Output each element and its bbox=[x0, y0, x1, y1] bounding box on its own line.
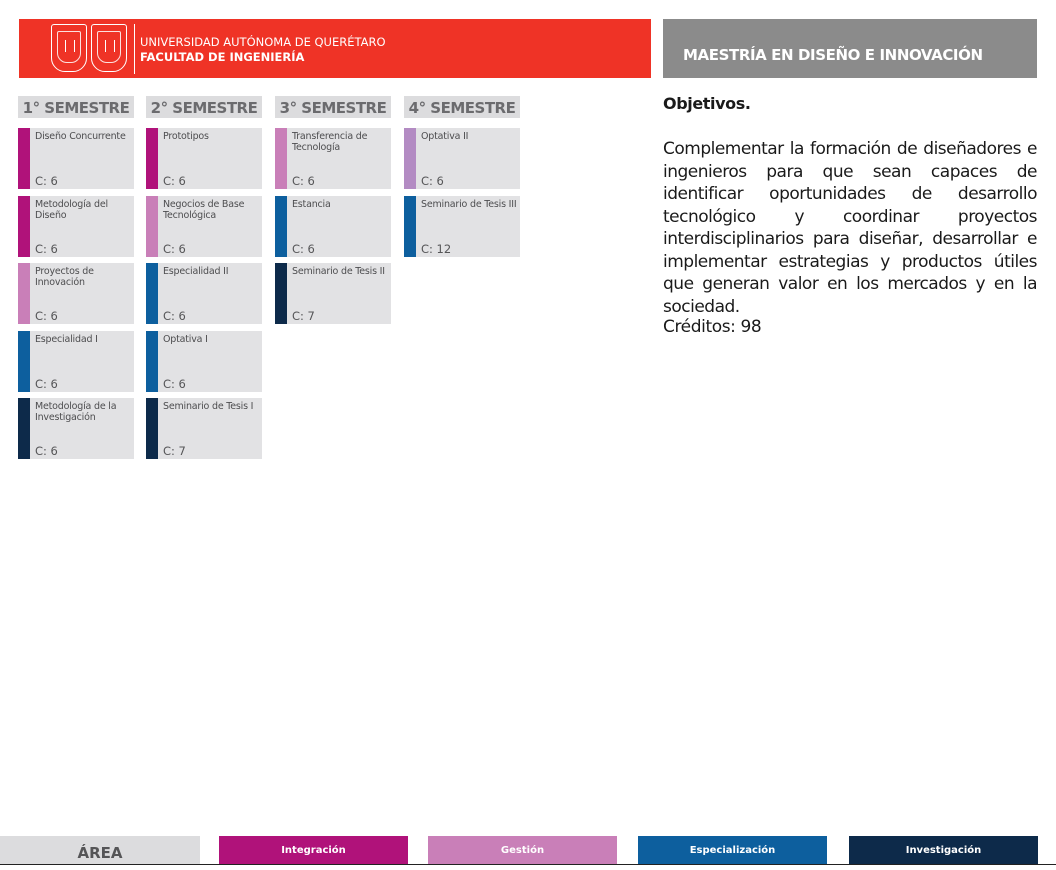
course-card bbox=[146, 196, 262, 257]
course-credits: C: 6 bbox=[35, 377, 58, 391]
course-card bbox=[18, 398, 134, 459]
course-card bbox=[18, 263, 134, 324]
university-name: UNIVERSIDAD AUTÓNOMA DE QUERÉTARO bbox=[140, 35, 386, 49]
course-credits: C: 7 bbox=[292, 309, 315, 323]
course-credits: C: 6 bbox=[35, 242, 58, 256]
area-color-bar bbox=[146, 331, 158, 392]
course-card bbox=[18, 196, 134, 257]
header-divider bbox=[134, 24, 135, 74]
course-card bbox=[275, 196, 391, 257]
course-credits: C: 6 bbox=[292, 174, 315, 188]
program-title: MAESTRÍA EN DISEÑO E INNOVACIÓN bbox=[683, 46, 983, 64]
course-card bbox=[18, 128, 134, 189]
area-color-bar bbox=[146, 398, 158, 459]
area-color-bar bbox=[146, 128, 158, 189]
course-card bbox=[18, 331, 134, 392]
semester-header: 4° SEMESTRE bbox=[404, 96, 520, 118]
area-color-bar bbox=[146, 196, 158, 257]
course-credits: C: 6 bbox=[163, 242, 186, 256]
course-name: Especialidad I bbox=[35, 334, 98, 345]
course-credits: C: 12 bbox=[421, 242, 452, 256]
course-name: Metodología del Diseño bbox=[35, 199, 108, 221]
course-credits: C: 6 bbox=[35, 174, 58, 188]
course-name: Especialidad II bbox=[163, 266, 229, 277]
course-card bbox=[275, 263, 391, 324]
course-name: Seminario de Tesis III bbox=[421, 199, 517, 210]
course-credits: C: 6 bbox=[163, 377, 186, 391]
course-credits: C: 7 bbox=[163, 444, 186, 458]
course-name: Estancia bbox=[292, 199, 331, 210]
semester-header: 3° SEMESTRE bbox=[275, 96, 391, 118]
total-credits: Créditos: 98 bbox=[663, 317, 762, 337]
course-credits: C: 6 bbox=[35, 444, 58, 458]
area-color-bar bbox=[18, 128, 30, 189]
objectives-title: Objetivos. bbox=[663, 94, 751, 113]
course-name: Proyectos de Innovación bbox=[35, 266, 94, 288]
course-card bbox=[146, 398, 262, 459]
course-credits: C: 6 bbox=[292, 242, 315, 256]
legend-title: ÁREA bbox=[0, 836, 200, 864]
legend-item-investigacion: Investigación bbox=[849, 836, 1038, 864]
course-name: Negocios de Base Tecnológica bbox=[163, 199, 245, 221]
semester-header: 1° SEMESTRE bbox=[18, 96, 134, 118]
program-header bbox=[663, 19, 1037, 78]
course-credits: C: 6 bbox=[163, 309, 186, 323]
area-color-bar bbox=[18, 263, 30, 324]
area-color-bar bbox=[275, 128, 287, 189]
course-name: Transferencia de Tecnología bbox=[292, 131, 368, 153]
course-name: Metodología de la Investigación bbox=[35, 401, 117, 423]
legend-item-especializacion: Especialización bbox=[638, 836, 827, 864]
area-color-bar bbox=[275, 263, 287, 324]
university-header bbox=[19, 19, 651, 78]
course-name: Diseño Concurrente bbox=[35, 131, 126, 142]
area-color-bar bbox=[18, 196, 30, 257]
course-credits: C: 6 bbox=[35, 309, 58, 323]
faculty-seal-icon bbox=[91, 24, 127, 72]
semester-header: 2° SEMESTRE bbox=[146, 96, 262, 118]
area-color-bar bbox=[146, 263, 158, 324]
course-card bbox=[275, 128, 391, 189]
course-card bbox=[146, 128, 262, 189]
area-color-bar bbox=[18, 398, 30, 459]
course-name: Seminario de Tesis I bbox=[163, 401, 254, 412]
area-color-bar bbox=[404, 196, 416, 257]
course-credits: C: 6 bbox=[163, 174, 186, 188]
legend-item-gestion: Gestión bbox=[428, 836, 617, 864]
legend-item-integracion: Integración bbox=[219, 836, 408, 864]
objectives-text: Complementar la formación de diseñadores e ingenieros para que sean capaces de identificar oportunidades de desarrollo tecnológico y coordinar proyectos interdisciplinarios para diseñar, desarrollar e implementar estrategias y productos útiles que generan valor en los mercados y en la sociedad. bbox=[663, 139, 1037, 317]
course-name: Optativa I bbox=[163, 334, 208, 345]
course-credits: C: 6 bbox=[421, 174, 444, 188]
course-card bbox=[146, 331, 262, 392]
university-seal-icon bbox=[51, 24, 87, 72]
course-name: Optativa II bbox=[421, 131, 469, 142]
course-card bbox=[404, 128, 520, 189]
course-name: Seminario de Tesis II bbox=[292, 266, 385, 277]
area-color-bar bbox=[404, 128, 416, 189]
course-name: Prototipos bbox=[163, 131, 209, 142]
course-card bbox=[146, 263, 262, 324]
course-card bbox=[404, 196, 520, 257]
area-color-bar bbox=[275, 196, 287, 257]
area-color-bar bbox=[18, 331, 30, 392]
faculty-name: FACULTAD DE INGENIERÍA bbox=[140, 50, 305, 64]
